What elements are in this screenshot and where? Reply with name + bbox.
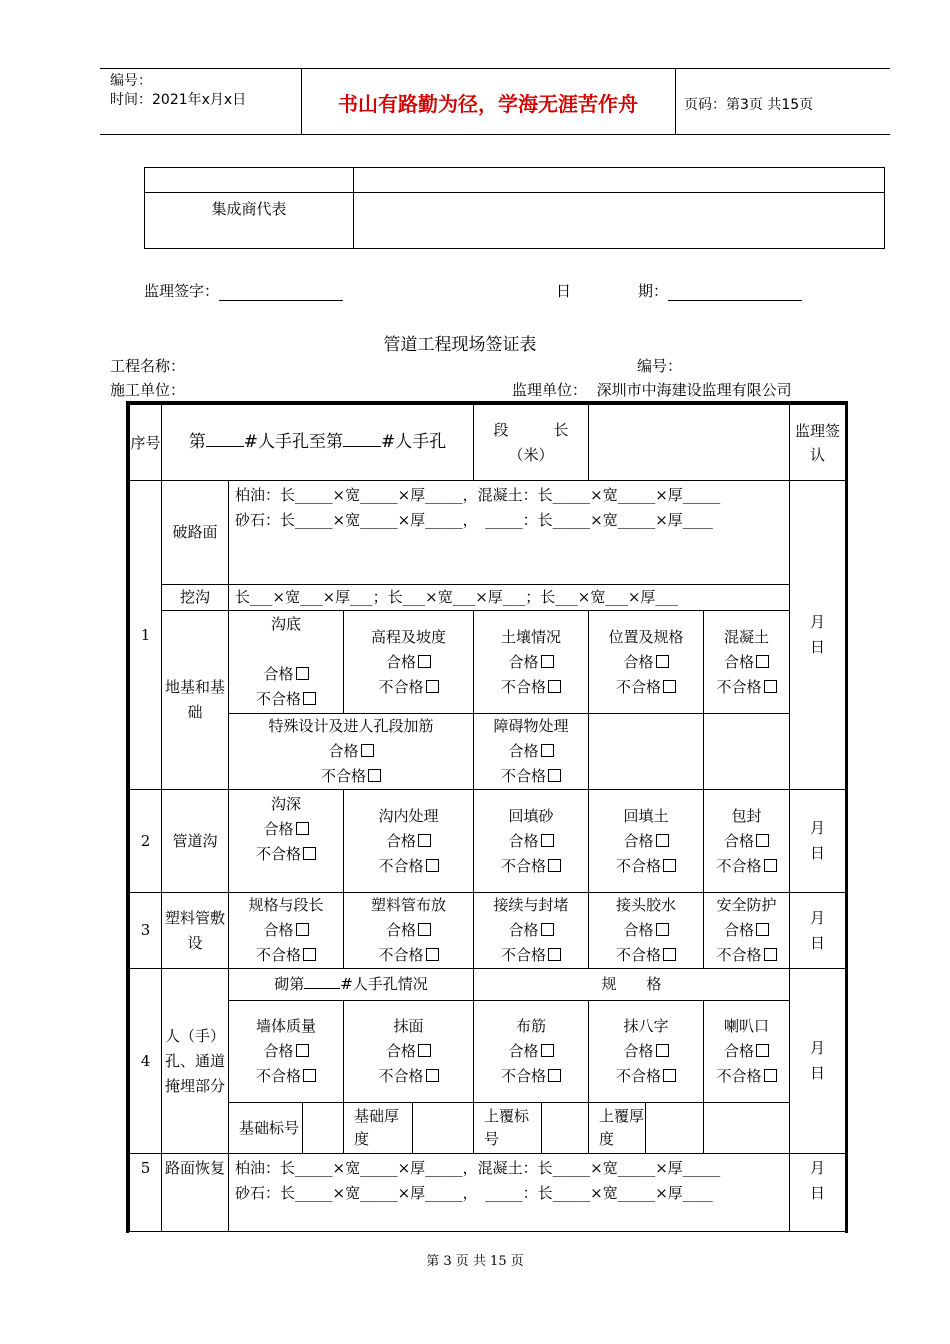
pass-checkbox[interactable] — [656, 1044, 669, 1057]
blank-cell — [704, 714, 790, 790]
integrator-rep-label: 集成商代表 — [145, 193, 354, 249]
pass-checkbox[interactable] — [296, 822, 309, 835]
item-label: 沟底 — [270, 615, 301, 633]
fail-checkbox[interactable] — [548, 859, 561, 872]
fail-label: 不合格 — [501, 856, 547, 875]
day-label: 日 — [810, 1064, 826, 1082]
fail-label: 不合格 — [255, 690, 301, 708]
s4-build-header — [229, 969, 474, 1001]
header-number-label: 编号： — [110, 73, 152, 89]
col-seq: 序号 — [130, 405, 162, 481]
col-supervise: 监理签认 — [790, 405, 846, 481]
fail-checkbox[interactable] — [764, 1069, 777, 1082]
col-span — [162, 405, 474, 481]
fail-checkbox[interactable] — [764, 859, 777, 872]
pass-label: 合格 — [263, 921, 294, 939]
integrator-rep-field[interactable] — [354, 193, 885, 249]
s4-build-b: #人手孔情况 — [340, 975, 428, 993]
s1-check-ditch-bottom[interactable] — [229, 611, 344, 714]
pass-label: 合格 — [724, 921, 755, 939]
pass-label: 合格 — [508, 1042, 539, 1060]
pass-checkbox[interactable] — [756, 1044, 769, 1057]
pass-checkbox[interactable] — [756, 655, 769, 668]
fail-checkbox[interactable] — [663, 680, 676, 693]
s3-name: 塑料管敷设 — [162, 893, 229, 969]
item-label: 接头胶水 — [616, 896, 677, 914]
start-hole-field[interactable] — [206, 430, 244, 447]
header-divider — [675, 68, 676, 135]
fail-label: 不合格 — [501, 946, 547, 964]
day-label: 日 — [810, 844, 826, 862]
s1-break-road-dimensions[interactable] — [229, 481, 790, 585]
fail-checkbox[interactable] — [764, 680, 777, 693]
header-bottom-rule — [100, 134, 890, 135]
item-label: 抹面 — [393, 1017, 424, 1035]
col-span-c: #人手孔 — [381, 432, 447, 452]
item-label: 位置及规格 — [608, 627, 684, 646]
col-length-b: （米） — [508, 445, 554, 464]
fail-checkbox[interactable] — [303, 948, 316, 961]
s4-number: 4 — [130, 969, 162, 1154]
fail-label: 不合格 — [616, 677, 662, 696]
s5-dimensions[interactable] — [229, 1154, 790, 1232]
fail-label: 不合格 — [255, 845, 301, 863]
s4-cover-thick: 上覆厚度 — [589, 1103, 645, 1153]
fail-checkbox[interactable] — [548, 680, 561, 693]
s1-number: 1 — [130, 481, 162, 790]
integrator-table — [144, 167, 885, 249]
fail-label: 不合格 — [255, 1067, 301, 1085]
pass-checkbox[interactable] — [541, 744, 554, 757]
fail-label: 不合格 — [378, 856, 424, 875]
fail-label: 不合格 — [716, 946, 762, 964]
s1-check-elevation[interactable] — [344, 611, 474, 714]
pass-label: 合格 — [508, 831, 539, 850]
item-label: 抹八字 — [623, 1017, 669, 1035]
s3-number: 3 — [130, 893, 162, 969]
pass-label: 合格 — [724, 652, 755, 671]
s5-month-day[interactable] — [790, 1154, 846, 1232]
s2-check-depth[interactable] — [229, 790, 344, 893]
pass-checkbox[interactable] — [541, 655, 554, 668]
fail-checkbox[interactable] — [548, 948, 561, 961]
s5-asphalt-line: 柏油：长_____×宽_____×厚_____，混凝土：长_____×宽_____×厚_____ — [235, 1159, 721, 1177]
s1-ditch: 挖沟 — [162, 585, 229, 611]
fail-label: 不合格 — [321, 767, 367, 785]
s4-build-a: 砌第 — [274, 975, 305, 993]
supervisor-sign-field[interactable] — [219, 286, 343, 301]
item-label: 塑料管布放 — [371, 896, 447, 914]
project-name-label: 工程名称： — [110, 357, 186, 375]
blank-cell — [354, 168, 885, 193]
s4-base-thick-cell — [344, 1103, 474, 1154]
fail-checkbox[interactable] — [548, 769, 561, 782]
s5-number: 5 — [130, 1154, 162, 1232]
s1-check-obstacle[interactable] — [474, 714, 589, 790]
s4-check-plaster[interactable] — [344, 1001, 474, 1103]
item-label: 特殊设计及进人孔段加筋 — [268, 717, 434, 735]
date-field[interactable] — [668, 286, 802, 301]
date-label-1: 日 — [556, 282, 572, 300]
s4-month-day[interactable] — [790, 969, 846, 1154]
supervisor-sign-label: 监理签字： — [144, 282, 220, 300]
s4-check-rebar[interactable] — [474, 1001, 589, 1103]
pass-label: 合格 — [386, 652, 417, 671]
inspection-table — [126, 401, 848, 1233]
form-number-label: 编号： — [637, 357, 683, 375]
supervision-unit-label: 监理单位： — [512, 381, 588, 399]
month-label: 月 — [810, 1039, 826, 1057]
pass-label: 合格 — [508, 921, 539, 939]
fail-label: 不合格 — [501, 677, 547, 696]
item-label: 包封 — [731, 806, 762, 825]
pass-label: 合格 — [623, 921, 654, 939]
s1-ditch-line[interactable]: 长___×宽___×厚___；长___×宽___×厚___；长___×宽___×厚___ — [229, 585, 790, 611]
fail-checkbox[interactable] — [426, 948, 439, 961]
item-label: 回填砂 — [508, 806, 554, 825]
pass-checkbox[interactable] — [418, 1044, 431, 1057]
s5-gravel-line: 砂石：长_____×宽_____×厚_____， _____：长_____×宽_____×厚____ — [235, 1184, 713, 1202]
s5-name: 路面恢复 — [162, 1154, 229, 1232]
day-label: 日 — [810, 1184, 826, 1202]
pass-checkbox[interactable] — [361, 744, 374, 757]
pass-checkbox[interactable] — [418, 834, 431, 847]
month-label: 月 — [810, 1159, 826, 1177]
fail-checkbox[interactable] — [764, 948, 777, 961]
pass-checkbox[interactable] — [418, 655, 431, 668]
s4-check-chamfer[interactable] — [589, 1001, 704, 1103]
pass-label: 合格 — [724, 831, 755, 850]
s4-spec: 规 格 — [474, 969, 790, 1001]
pass-checkbox[interactable] — [656, 834, 669, 847]
blank-cell — [145, 168, 354, 193]
item-label: 接续与封堵 — [493, 896, 569, 914]
pass-checkbox[interactable] — [756, 834, 769, 847]
s2-check-soil[interactable] — [589, 790, 704, 893]
s1-check-special[interactable] — [229, 714, 474, 790]
item-label: 喇叭口 — [724, 1017, 770, 1035]
page-footer: 第 3 页 共 15 页 — [426, 1254, 524, 1269]
fail-checkbox[interactable] — [663, 948, 676, 961]
supervisor-signature-row — [144, 280, 343, 301]
pass-checkbox[interactable] — [656, 655, 669, 668]
pass-label: 合格 — [623, 652, 654, 671]
pass-checkbox[interactable] — [296, 667, 309, 680]
fail-label: 不合格 — [378, 1067, 424, 1085]
pass-checkbox[interactable] — [418, 923, 431, 936]
pass-checkbox[interactable] — [756, 923, 769, 936]
pass-label: 合格 — [623, 1042, 654, 1060]
pass-label: 合格 — [386, 831, 417, 850]
fail-label: 不合格 — [616, 856, 662, 875]
s2-number: 2 — [130, 790, 162, 893]
pass-label: 合格 — [508, 652, 539, 671]
item-label: 沟深 — [270, 795, 301, 813]
item-label: 规格与段长 — [248, 896, 324, 914]
s2-check-sand[interactable] — [474, 790, 589, 893]
s2-check-seal[interactable] — [704, 790, 790, 893]
end-hole-field[interactable] — [343, 430, 381, 447]
pass-checkbox[interactable] — [541, 834, 554, 847]
s3-check-spec[interactable] — [229, 893, 344, 969]
s4-base-no: 基础标号 — [229, 1103, 302, 1153]
s3-check-safety[interactable] — [704, 893, 790, 969]
pass-label: 合格 — [508, 742, 539, 760]
fail-label: 不合格 — [501, 1067, 547, 1085]
item-label: 回填土 — [623, 806, 669, 825]
s2-month-day[interactable] — [790, 790, 846, 893]
s4-base-no-cell — [229, 1103, 344, 1154]
month-label: 月 — [810, 613, 826, 631]
fail-checkbox[interactable] — [426, 859, 439, 872]
fail-label: 不合格 — [716, 677, 762, 696]
supervision-unit-value: 深圳市中海建设监理有限公司 — [596, 381, 792, 399]
fail-checkbox[interactable] — [303, 1069, 316, 1082]
s3-check-glue[interactable] — [589, 893, 704, 969]
s1-check-soil[interactable] — [474, 611, 589, 714]
s1-check-position[interactable] — [589, 611, 704, 714]
pass-checkbox[interactable] — [541, 923, 554, 936]
s1-foundation: 地基和基础 — [162, 611, 229, 790]
pass-checkbox[interactable] — [296, 1044, 309, 1057]
fail-label: 不合格 — [378, 677, 424, 696]
fail-label: 不合格 — [616, 1067, 662, 1085]
fail-checkbox[interactable] — [368, 769, 381, 782]
pass-checkbox[interactable] — [656, 923, 669, 936]
blank-cell — [704, 1103, 790, 1154]
fail-checkbox[interactable] — [663, 1069, 676, 1082]
item-label: 墙体质量 — [255, 1017, 316, 1035]
form-title: 管道工程现场签证表 — [383, 335, 537, 355]
s4-hole-field[interactable] — [304, 972, 340, 989]
item-label: 混凝土 — [724, 627, 770, 646]
fail-checkbox[interactable] — [663, 859, 676, 872]
s4-check-wall[interactable] — [229, 1001, 344, 1103]
fail-checkbox[interactable] — [303, 692, 316, 705]
item-label: 障碍物处理 — [493, 717, 569, 735]
fail-label: 不合格 — [378, 946, 424, 964]
header-time: 时间：2021年x月x日 — [110, 92, 247, 108]
day-label: 日 — [810, 933, 826, 952]
item-label: 土壤情况 — [501, 627, 562, 646]
header-page-code: 页码：第3页 共15页 — [684, 97, 814, 113]
blank-cell — [589, 714, 704, 790]
header-meta — [110, 72, 246, 110]
fail-checkbox[interactable] — [426, 1069, 439, 1082]
s3-check-joint[interactable] — [474, 893, 589, 969]
s4-cover-no-cell — [474, 1103, 589, 1154]
date-row — [638, 280, 802, 301]
pass-label: 合格 — [386, 1042, 417, 1060]
s4-base-no-field[interactable] — [302, 1103, 343, 1153]
header-motto: 书山有路勤为径，学海无涯苦作舟 — [338, 92, 638, 116]
item-label: 沟内处理 — [378, 806, 439, 825]
s3-check-laying[interactable] — [344, 893, 474, 969]
col-span-b: #人手孔至第 — [243, 432, 344, 452]
pass-label: 合格 — [263, 665, 294, 683]
fail-checkbox[interactable] — [548, 1069, 561, 1082]
month-label: 月 — [810, 908, 826, 927]
month-label: 月 — [810, 819, 826, 837]
fail-label: 不合格 — [616, 946, 662, 964]
pass-label: 合格 — [386, 921, 417, 939]
s4-base-thick: 基础厚度 — [344, 1103, 413, 1153]
s4-cover-thick-cell — [589, 1103, 704, 1154]
pass-label: 合格 — [263, 820, 294, 838]
col-span-a: 第 — [188, 432, 206, 452]
s4-base-thick-field[interactable] — [413, 1103, 473, 1153]
s1-gravel-line: 砂石：长_____×宽_____×厚_____， _____：长_____×宽_____×厚____ — [235, 511, 713, 529]
pass-label: 合格 — [724, 1042, 755, 1060]
s4-name: 人（手）孔、通道掩埋部分 — [162, 969, 229, 1154]
s1-asphalt-line: 柏油：长_____×宽_____×厚_____，混凝土：长_____×宽_____×厚_____ — [235, 486, 721, 504]
construction-unit-label: 施工单位： — [110, 381, 186, 399]
s2-check-inner[interactable] — [344, 790, 474, 893]
item-label: 高程及坡度 — [371, 627, 447, 646]
fail-checkbox[interactable] — [426, 680, 439, 693]
date-label-2: 期： — [638, 282, 669, 300]
s3-month-day[interactable] — [790, 893, 846, 969]
day-label: 日 — [810, 638, 826, 656]
s1-check-concrete[interactable] — [704, 611, 790, 714]
fail-checkbox[interactable] — [303, 847, 316, 860]
pass-label: 合格 — [328, 742, 359, 760]
pass-label: 合格 — [623, 831, 654, 850]
s1-month-day[interactable] — [790, 481, 846, 790]
supervision-unit — [512, 379, 792, 400]
item-label: 布筋 — [516, 1017, 547, 1035]
pass-checkbox[interactable] — [296, 923, 309, 936]
col-length-a: 段 长 — [493, 420, 569, 439]
pass-label: 合格 — [263, 1042, 294, 1060]
s2-name: 管道沟 — [162, 790, 229, 893]
fail-label: 不合格 — [255, 946, 301, 964]
s4-check-flare[interactable] — [704, 1001, 790, 1103]
s4-cover-no-field[interactable] — [542, 1103, 589, 1153]
s1-break-road: 破路面 — [162, 481, 229, 585]
item-label: 安全防护 — [716, 896, 777, 914]
fail-label: 不合格 — [716, 1067, 762, 1085]
s4-cover-no: 上覆标号 — [474, 1103, 542, 1153]
header-top-rule — [100, 68, 890, 69]
fail-label: 不合格 — [716, 856, 762, 875]
col-length — [474, 405, 589, 481]
length-value-field[interactable] — [589, 405, 790, 481]
fail-label: 不合格 — [501, 767, 547, 785]
s4-cover-thick-field[interactable] — [645, 1103, 703, 1153]
pass-checkbox[interactable] — [541, 1044, 554, 1057]
